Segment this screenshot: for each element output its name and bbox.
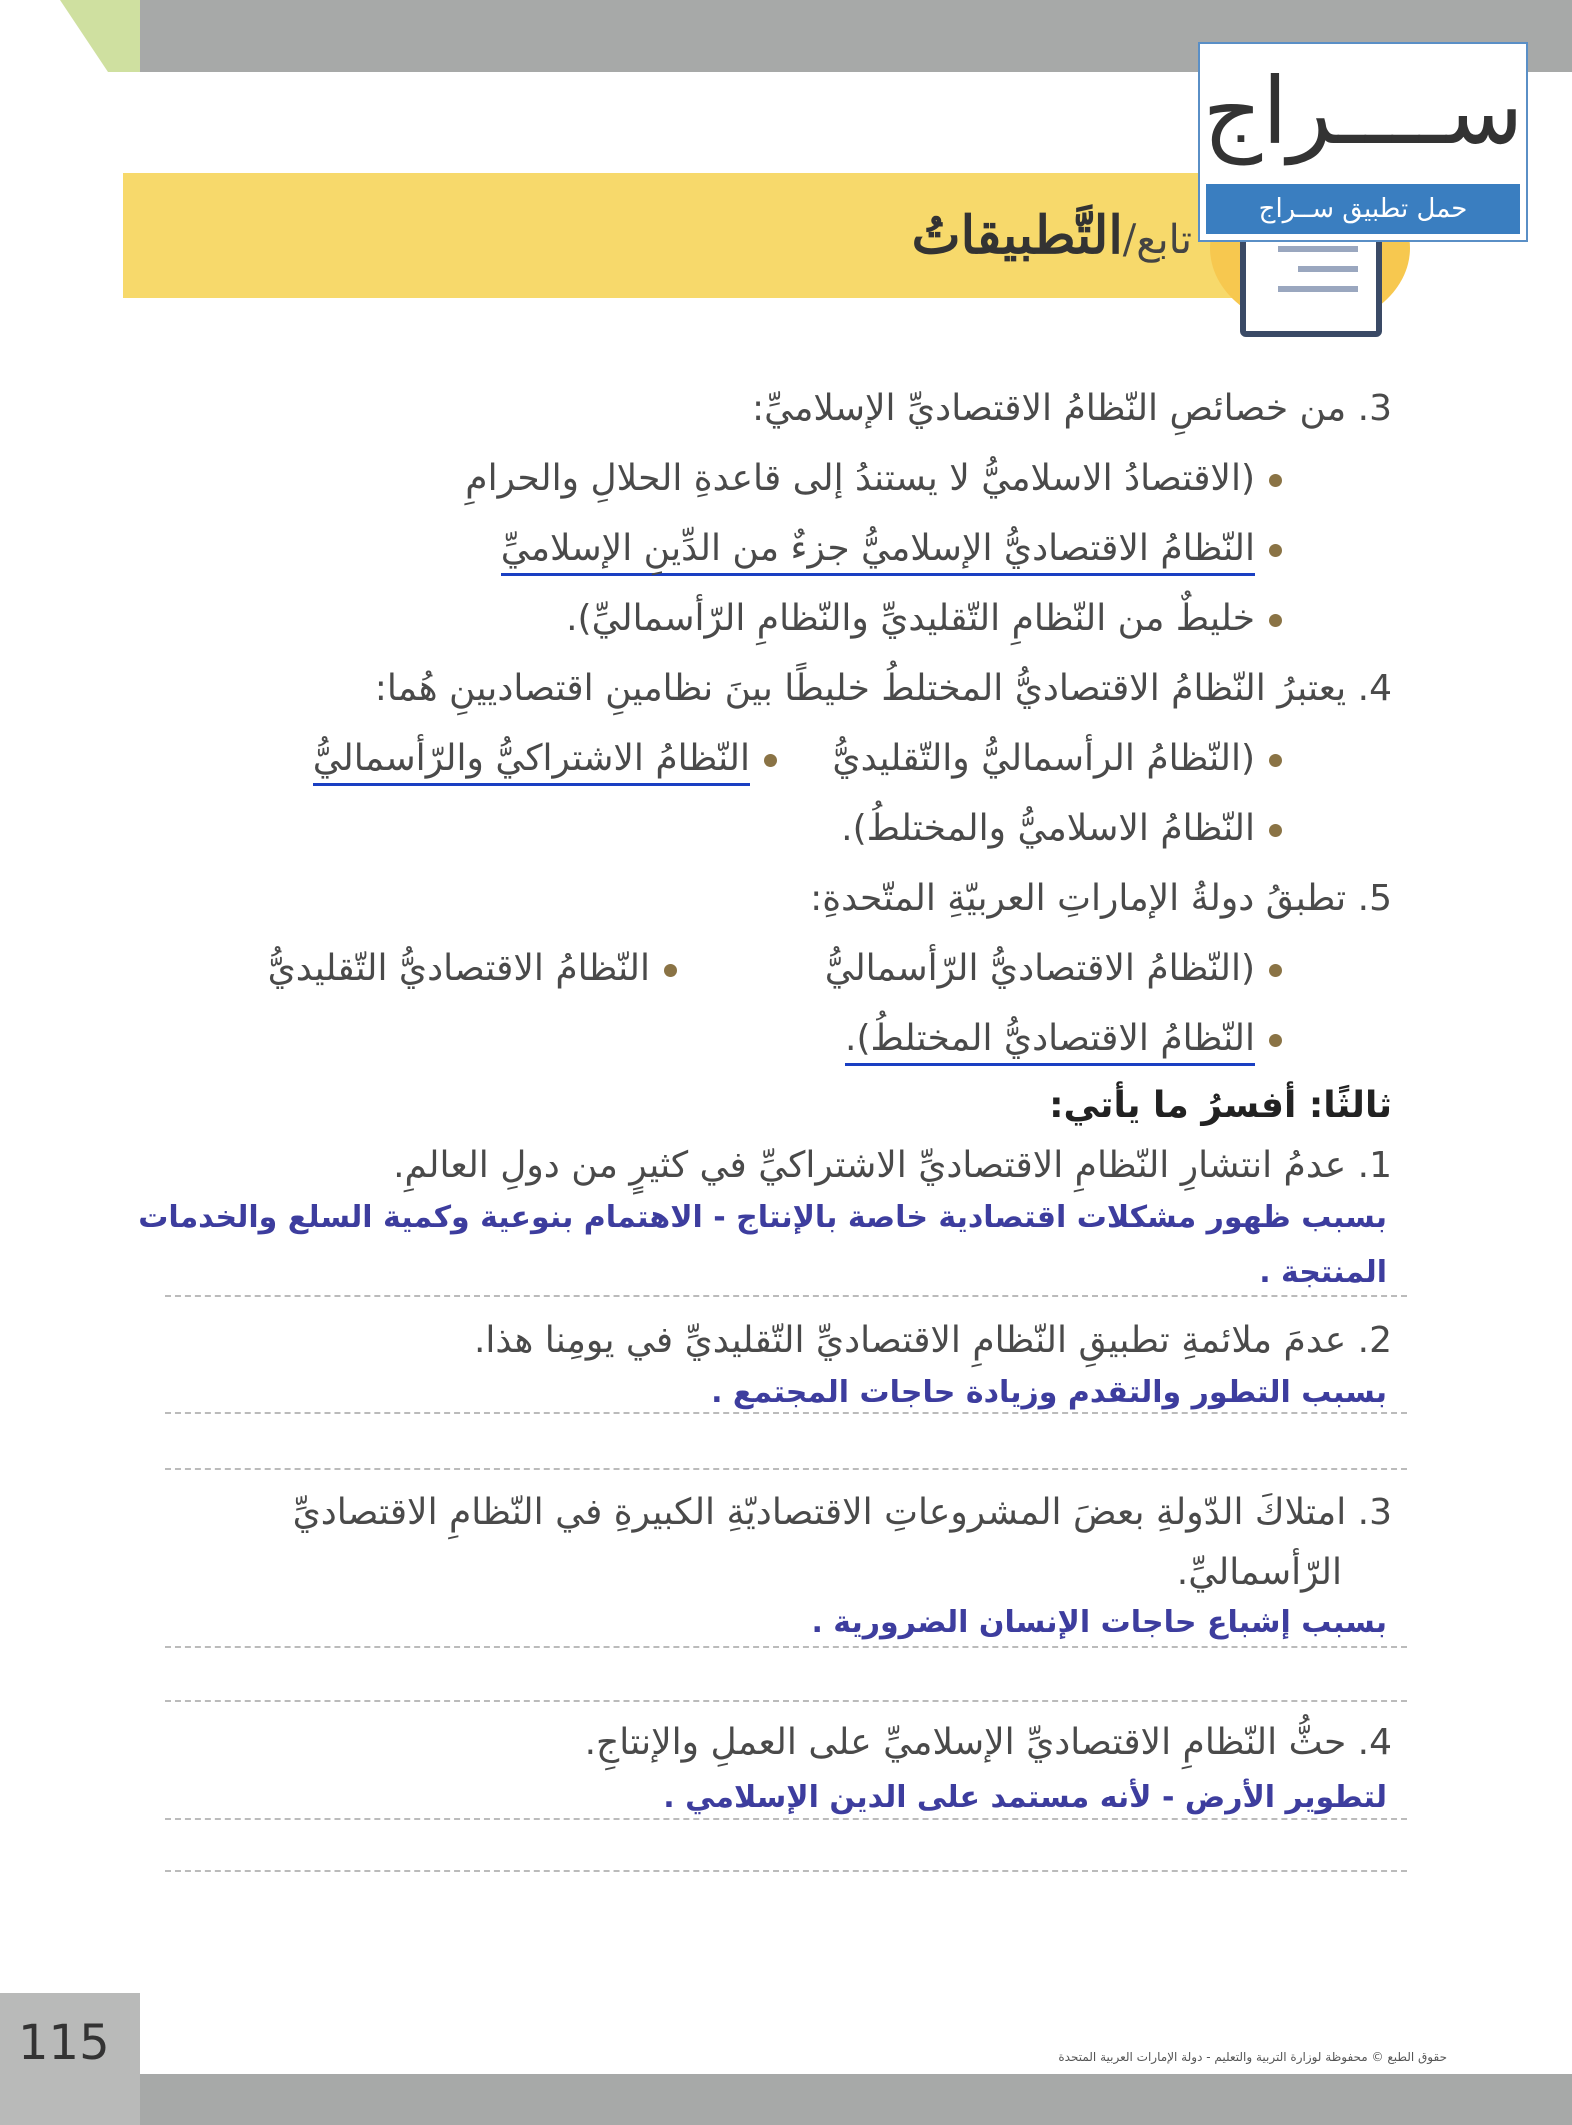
answer-line: [165, 1468, 1407, 1470]
q5-option-2: النّظامُ الاقتصاديُّ التّقليديُّ: [268, 948, 677, 989]
bullet-icon: [664, 964, 677, 977]
question-4: 4. يعتبرُ النّظامُ الاقتصاديُّ المختلطُ خليطًا بينَ نظامينِ اقتصاديينِ هُما:: [374, 668, 1392, 709]
q4-option-3: النّظامُ الاسلاميُّ والمختلطُ).: [841, 808, 1282, 849]
bullet-icon: [1269, 964, 1282, 977]
explain-3-question-line2: الرّأسماليِّ.: [1176, 1552, 1342, 1593]
explain-3-question: 3. امتلاكَ الدّولةِ بعضَ المشروعاتِ الاقتصاديّةِ الكبيرةِ في النّظامِ الاقتصاديِّ: [292, 1492, 1392, 1533]
q5-option-1: (النّظامُ الاقتصاديُّ الرّأسماليُّ: [825, 948, 1282, 989]
answer-line: [165, 1412, 1407, 1414]
title-prefix: تابع/: [1122, 217, 1192, 263]
explain-2-question: 2. عدمَ ملائمةِ تطبيقِ النّظامِ الاقتصاديِّ التّقليديِّ في يومِنا هذا.: [473, 1320, 1392, 1361]
q3-option-2: النّظامُ الاقتصاديُّ الإسلاميُّ جزءٌ من الدِّينِ الإسلاميِّ: [501, 528, 1282, 569]
question-5: 5. تطبقُ دولةُ الإماراتِ العربيّةِ المتّحدةِ:: [810, 878, 1392, 919]
bullet-icon: [1269, 474, 1282, 487]
logo-strip: حمل تطبيق ســراج: [1206, 184, 1520, 234]
bullet-icon: [764, 754, 777, 767]
q3-option-3: خليطٌ من النّظامِ التّقليديِّ والنّظامِ الرّأسماليِّ).: [566, 598, 1282, 639]
answer-line: [165, 1295, 1407, 1297]
footer-bar: [0, 2068, 1572, 2125]
bullet-icon: [1269, 1034, 1282, 1047]
bullet-icon: [1269, 614, 1282, 627]
answer-line: [165, 1646, 1407, 1648]
explain-1-answer-line1[interactable]: بسبب ظهور مشكلات اقتصادية خاصة بالإنتاج - الاهتمام بنوعية وكمية السلع والخدمات: [138, 1200, 1387, 1235]
page-title: [912, 205, 1192, 266]
q3-option-1: (الاقتصادُ الاسلاميُّ لا يستندُ إلى قاعدةِ الحلالِ والحرامِ: [465, 458, 1282, 499]
explain-3-answer[interactable]: بسبب إشباع حاجات الإنسان الضرورية .: [811, 1605, 1387, 1640]
footer-divider: [115, 2068, 1572, 2074]
answer-line: [165, 1818, 1407, 1820]
q4-option-1: (النّظامُ الرأسماليُّ والتّقليديُّ: [832, 738, 1282, 779]
bullet-icon: [1269, 544, 1282, 557]
bullet-icon: [1269, 754, 1282, 767]
copyright-notice: حقوق الطبع © محفوظة لوزارة التربية والتعليم - دولة الإمارات العربية المتحدة: [1058, 2050, 1447, 2064]
title-main: التَّطبيقاتُ: [911, 205, 1123, 266]
bullet-icon: [1269, 824, 1282, 837]
explain-1-answer-line2[interactable]: المنتجة .: [1259, 1255, 1387, 1290]
explain-1-question: 1. عدمُ انتشارِ النّظامِ الاقتصاديِّ الاشتراكيِّ في كثيرٍ من دولِ العالمِ.: [393, 1145, 1392, 1186]
answer-line: [165, 1700, 1407, 1702]
page-number: 115: [18, 2015, 110, 2071]
q5-option-3: النّظامُ الاقتصاديُّ المختلطُ).: [845, 1018, 1282, 1059]
section-heading: ثالثًا: أفسرُ ما يأتي:: [1049, 1085, 1392, 1126]
explain-4-answer[interactable]: لتطوير الأرض - لأنه مستمد على الدين الإسلامي .: [663, 1780, 1387, 1815]
siraj-logo[interactable]: [1198, 42, 1528, 242]
logo-wordmark: ســــراج: [1202, 58, 1524, 165]
question-3: 3. من خصائصِ النّظامُ الاقتصاديِّ الإسلاميِّ:: [751, 388, 1392, 429]
explain-4-question: 4. حثُّ النّظامِ الاقتصاديِّ الإسلاميِّ على العملِ والإنتاجِ.: [584, 1722, 1392, 1763]
answer-line: [165, 1870, 1407, 1872]
explain-2-answer[interactable]: بسبب التطور والتقدم وزيادة حاجات المجتمع .: [711, 1375, 1387, 1410]
q4-option-2: النّظامُ الاشتراكيُّ والرّأسماليُّ: [313, 738, 777, 779]
